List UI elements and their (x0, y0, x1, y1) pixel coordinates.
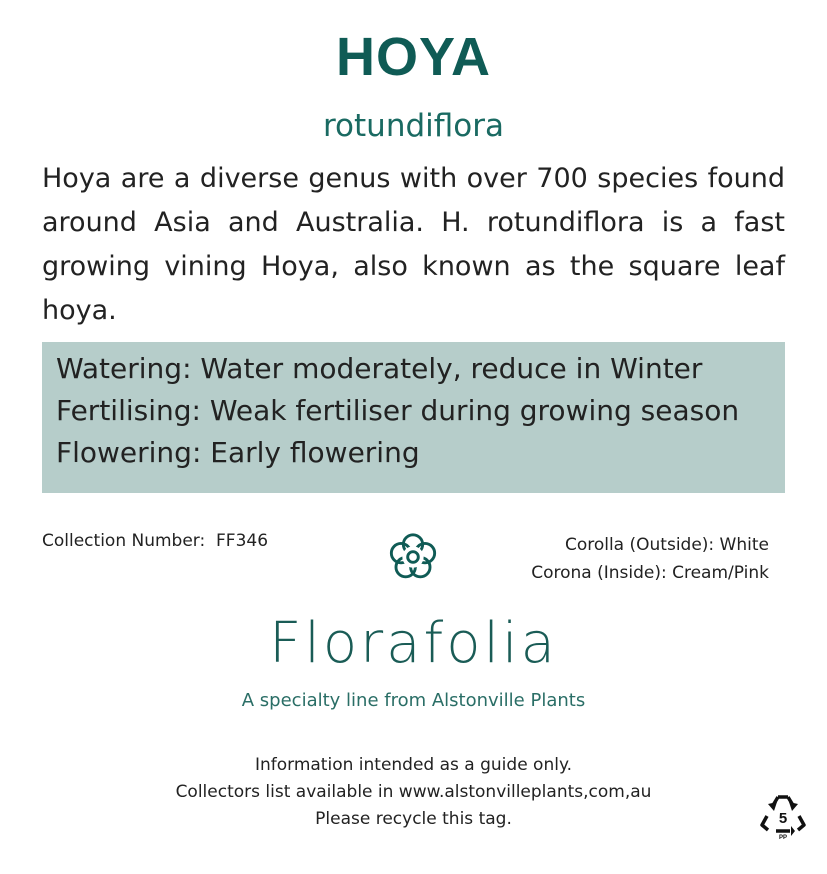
recycle-number: 5 (778, 810, 788, 827)
disclaimer (0, 752, 827, 833)
brand-logo: Florafolia (269, 611, 558, 676)
species-name: rotundiflora (322, 108, 504, 144)
disclaimer-line: Please recycle this tag. (315, 809, 512, 829)
fertilising-info: Fertilising: Weak fertiliser during growing season (56, 394, 740, 427)
disclaimer-line: Collectors list available in www.alstonvilleplants,com,au (175, 782, 652, 802)
brand-tagline: A specialty line from Alstonville Plants (241, 690, 586, 711)
recycle-icon (758, 790, 808, 840)
corona-colour: Corona (Inside): Cream/Pink (531, 563, 769, 583)
flower-icon (384, 528, 442, 586)
page-title: HOYA (335, 27, 492, 87)
description-text: Hoya are a diverse genus with over 700 species found around Asia and Australia. H. rotundiflora is a fast growing vining Hoya, also known as the square leaf hoya. (42, 163, 785, 326)
watering-info: Watering: Water moderately, reduce in Winter (56, 352, 703, 385)
collection-number: Collection Number: FF346 (42, 531, 269, 551)
flowering-info: Flowering: Early flowering (56, 436, 420, 469)
recycle-code: PP (778, 835, 788, 840)
care-box (42, 342, 785, 493)
corolla-colour: Corolla (Outside): White (564, 535, 769, 555)
disclaimer-line: Information intended as a guide only. (254, 755, 573, 775)
flower-colours (531, 531, 769, 587)
